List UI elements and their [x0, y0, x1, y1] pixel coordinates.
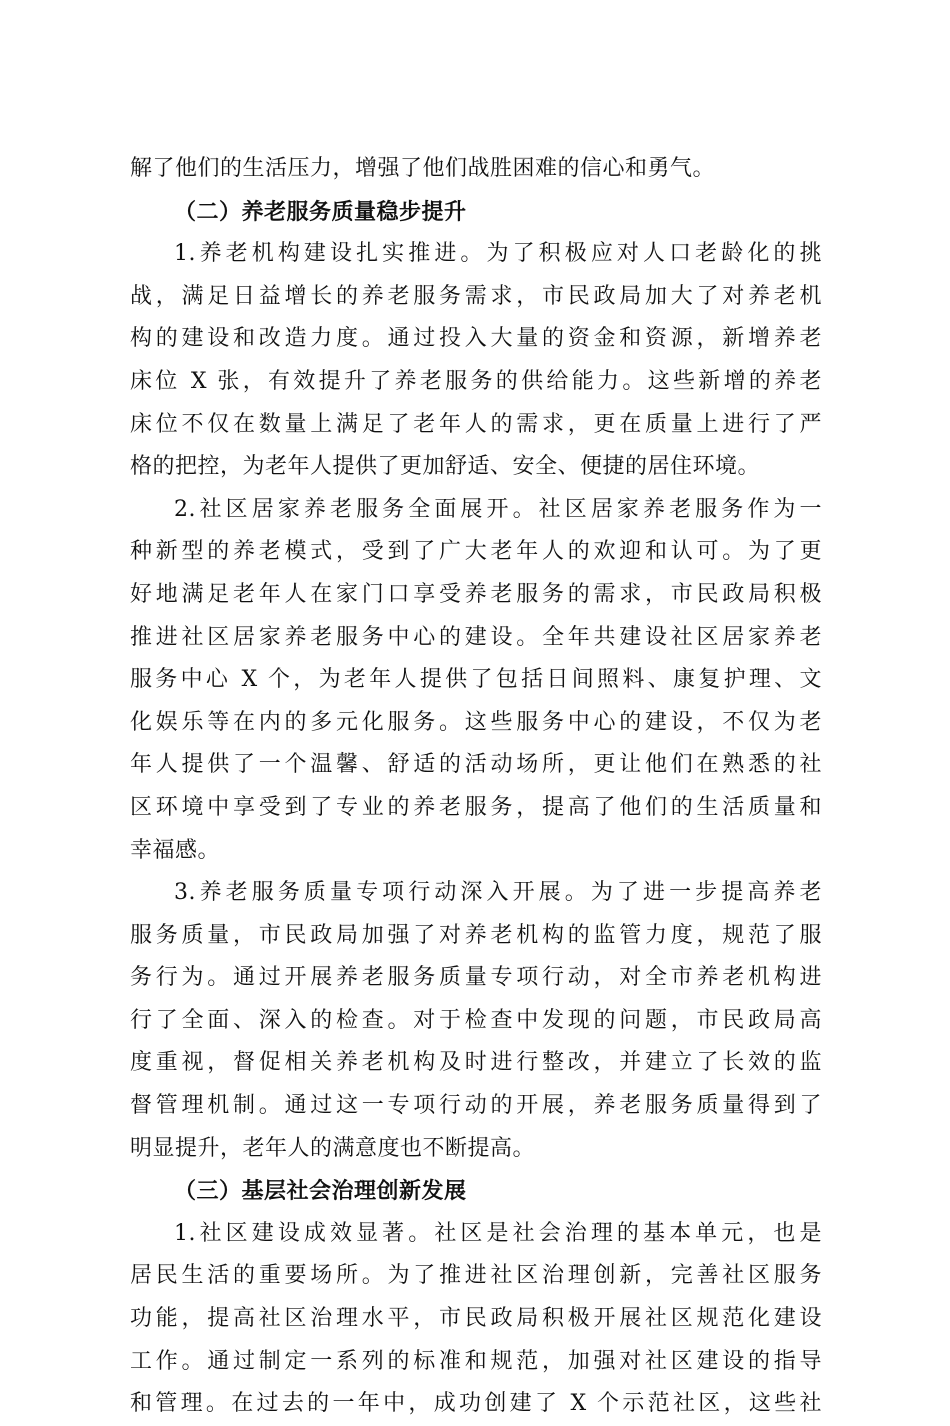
paragraph-line: 床位不仅在数量上满足了老年人的需求，更在质量上进行了严 — [130, 411, 822, 437]
section-heading: （二）养老服务质量稳步提升 — [174, 198, 467, 225]
section-heading: （三）基层社会治理创新发展 — [174, 1178, 467, 1205]
paragraph-line: 构的建设和改造力度。通过投入大量的资金和资源，新增养老 — [130, 326, 822, 352]
paragraph-line: 推进社区居家养老服务中心的建设。全年共建设社区居家养老 — [130, 624, 822, 650]
paragraph-line: 工作。通过制定一系列的标准和规范，加强对社区建设的指导 — [130, 1348, 822, 1374]
paragraph-line: 功能，提高社区治理水平，市民政局积极开展社区规范化建设 — [130, 1306, 822, 1332]
paragraph-line: 年人提供了一个温馨、舒适的活动场所，更让他们在熟悉的社 — [130, 752, 822, 778]
paragraph-line: 服务中心 X 个，为老年人提供了包括日间照料、康复护理、文 — [130, 667, 822, 693]
paragraph-line: 居民生活的重要场所。为了推进社区治理创新，完善社区服务 — [130, 1263, 822, 1289]
paragraph-line: 区环境中享受到了专业的养老服务，提高了他们的生活质量和 — [130, 794, 822, 820]
paragraph-line: 战，满足日益增长的养老服务需求，市民政局加大了对养老机 — [130, 283, 822, 309]
paragraph-line: 1.养老机构建设扎实推进。为了积极应对人口老龄化的挑 — [174, 241, 822, 267]
paragraph-line: 服务质量，市民政局加强了对养老机构的监管力度，规范了服 — [130, 922, 822, 948]
paragraph-line: 明显提升，老年人的满意度也不断提高。 — [130, 1135, 536, 1161]
paragraph-line: 3.养老服务质量专项行动深入开展。为了进一步提高养老 — [174, 880, 822, 906]
paragraph-line: 和管理。在过去的一年中，成功创建了 X 个示范社区，这些社 — [130, 1391, 822, 1417]
paragraph-line: 好地满足老年人在家门口享受养老服务的需求，市民政局积极 — [130, 581, 822, 607]
paragraph-line: 化娱乐等在内的多元化服务。这些服务中心的建设，不仅为老 — [130, 709, 822, 735]
paragraph-line: 格的把控，为老年人提供了更加舒适、安全、便捷的居住环境。 — [130, 454, 761, 480]
paragraph-line: 行了全面、深入的检查。对于检查中发现的问题，市民政局高 — [130, 1007, 822, 1033]
paragraph-line: 务行为。通过开展养老服务质量专项行动，对全市养老机构进 — [130, 965, 822, 991]
document-body — [130, 148, 822, 1426]
paragraph-line: 度重视，督促相关养老机构及时进行整改，并建立了长效的监 — [130, 1050, 822, 1076]
paragraph-line: 床位 X 张，有效提升了养老服务的供给能力。这些新增的养老 — [130, 368, 822, 394]
paragraph-line: 种新型的养老模式，受到了广大老年人的欢迎和认可。为了更 — [130, 539, 822, 565]
paragraph-line: 2.社区居家养老服务全面展开。社区居家养老服务作为一 — [174, 496, 822, 522]
paragraph-line: 解了他们的生活压力，增强了他们战胜困难的信心和勇气。 — [130, 156, 716, 181]
paragraph-line: 幸福感。 — [130, 837, 221, 863]
paragraph-line: 1.社区建设成效显著。社区是社会治理的基本单元，也是 — [174, 1220, 822, 1246]
paragraph-line: 督管理机制。通过这一专项行动的开展，养老服务质量得到了 — [130, 1093, 822, 1119]
